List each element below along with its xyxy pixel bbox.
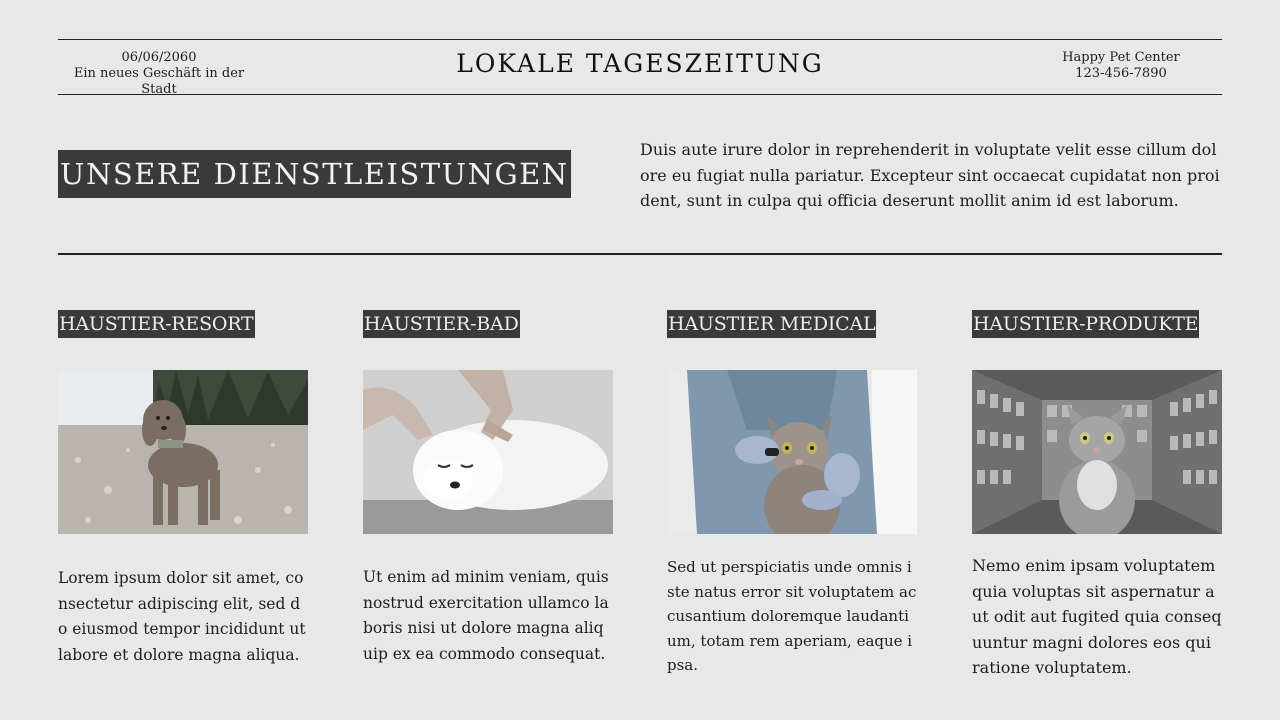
service-card-bath (363, 310, 613, 663)
business-name: Happy Pet Center (1062, 50, 1180, 65)
service-card-resort (58, 310, 308, 664)
service-title: HAUSTIER-RESORT (58, 310, 255, 338)
section-title: UNSERE DIENSTLEISTUNGEN (58, 150, 571, 198)
newspaper-title: LOKALE TAGESZEITUNG (456, 49, 824, 78)
service-description: Ut enim ad minim veniam, quis nostrud exercitation ullamco laboris nisi ut dolore magna aliquip ex ea commodo consequat. (363, 568, 609, 663)
cat-at-veterinarian-photo (667, 370, 917, 534)
service-description: Lorem ipsum dolor sit amet, consectetur adipiscing elit, sed do eiusmod tempor incididunt ut labore et dolore magna aliqua. (58, 569, 306, 664)
service-card-medical (667, 310, 917, 674)
poodle-on-beach-photo (58, 370, 308, 534)
issue-tagline: Ein neues Geschäft in der Stadt (73, 66, 245, 97)
issue-date: 06/06/2060 (121, 50, 197, 65)
business-phone: 123-456-7890 (1075, 66, 1167, 81)
service-description: Nemo enim ipsam voluptatem quia voluptas sit aspernatur aut odit aut fugited quia consequuntur magni dolores eos qui ratione voluptatem. (972, 556, 1222, 677)
service-description: Sed ut perspiciatis unde omnis iste natus error sit voluptatem accusantium doloremque laudantium, totam rem aperiam, eaque ipsa. (667, 558, 917, 674)
section-divider (58, 253, 1222, 255)
intro-paragraph: Duis aute irure dolor in reprehenderit in voluptate velit esse cillum dolore eu fugiat nulla pariatur. Excepteur sint occaecat cupidatat non proident, sunt in culpa qui officia deserunt mollit anim id est laborum. (640, 140, 1220, 210)
masthead-right (1020, 50, 1222, 82)
service-title: HAUSTIER-BAD (363, 310, 520, 338)
masthead (58, 39, 1222, 95)
service-card-products (972, 310, 1222, 677)
white-dog-being-bathed-photo (363, 370, 613, 534)
service-title: HAUSTIER MEDICAL (667, 310, 876, 338)
cat-in-pet-store-aisle-photo (972, 370, 1222, 534)
service-title: HAUSTIER-PRODUKTE (972, 310, 1199, 338)
